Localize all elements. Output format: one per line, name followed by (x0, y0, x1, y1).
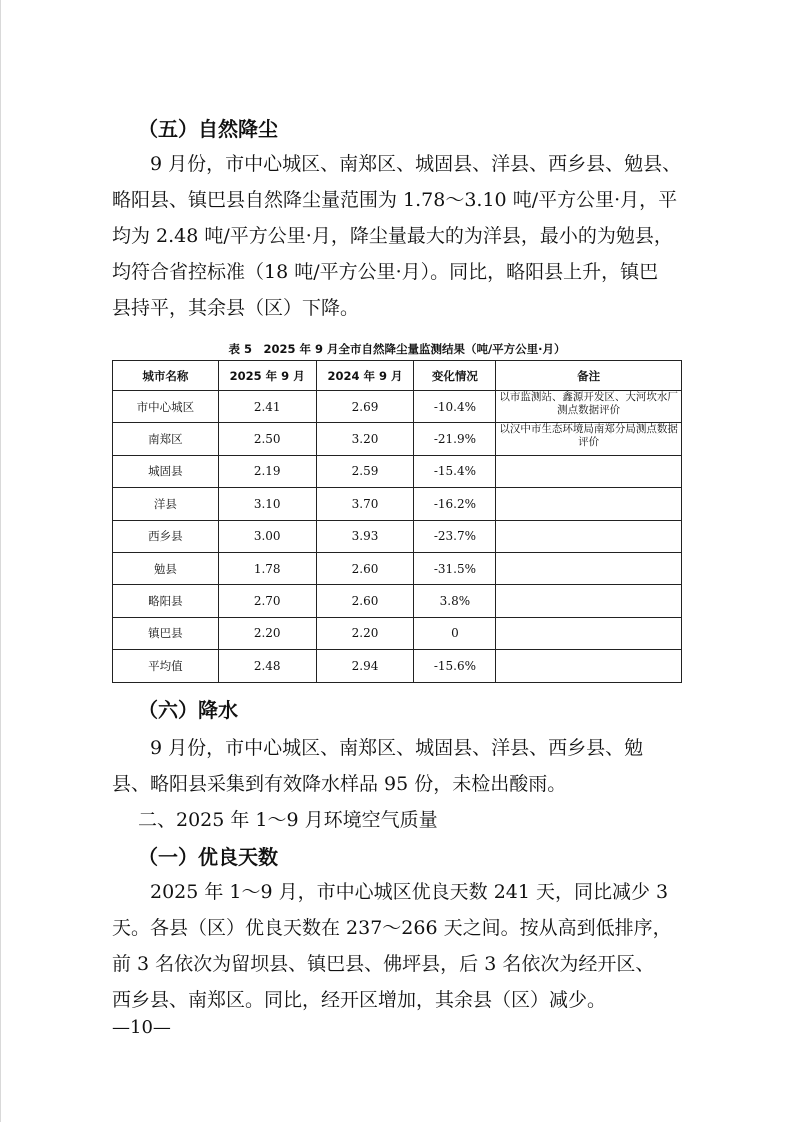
paragraph-line: 前 3 名依次为留坝县、镇巴县、佛坪县，后 3 名依次为经开区、 (112, 953, 655, 975)
cell-2025: 2.70 (218, 585, 316, 617)
paragraph-line: 县、略阳县采集到有效降水样品 95 份，未检出酸雨。 (112, 773, 567, 795)
header-note: 备注 (496, 361, 682, 391)
cell-note (496, 617, 682, 649)
table-row (113, 520, 682, 552)
table-header-row (113, 361, 682, 391)
cell-2025: 1.78 (218, 552, 316, 584)
table-row (113, 552, 682, 584)
table-row (113, 391, 682, 423)
cell-2024: 2.60 (316, 552, 414, 584)
table-row (113, 423, 682, 455)
section-heading-good-days: （一）优良天数 (138, 845, 278, 869)
part-heading-air-quality (138, 802, 698, 838)
paragraph-precipitation (150, 730, 710, 766)
cell-change: -15.6% (414, 650, 496, 682)
cell-note (496, 488, 682, 520)
table-caption: 表 5 2025 年 9 月全市自然降尘量监测结果（吨/平方公里·月） (228, 342, 566, 356)
cell-2024: 3.70 (316, 488, 414, 520)
cell-change: 3.8% (414, 585, 496, 617)
paragraph-dust-cont (112, 182, 702, 326)
part-heading-text: 二、2025 年 1～9 月环境空气质量 (138, 809, 438, 831)
dustfall-table (112, 360, 682, 683)
cell-2025: 2.41 (218, 391, 316, 423)
cell-note (496, 650, 682, 682)
cell-city: 城固县 (113, 455, 219, 487)
cell-change: -21.9% (414, 423, 496, 455)
section-heading-dust: （五）自然降尘 (138, 117, 278, 141)
cell-city: 略阳县 (113, 585, 219, 617)
cell-city: 洋县 (113, 488, 219, 520)
header-change: 变化情况 (414, 361, 496, 391)
cell-note (496, 520, 682, 552)
page-number: —10— (112, 1017, 171, 1038)
cell-city: 西乡县 (113, 520, 219, 552)
cell-2025: 2.48 (218, 650, 316, 682)
cell-2025: 3.00 (218, 520, 316, 552)
cell-change: 0 (414, 617, 496, 649)
paragraph-good-days (150, 874, 710, 910)
table-row (113, 650, 682, 682)
cell-2025: 2.19 (218, 455, 316, 487)
header-city: 城市名称 (113, 361, 219, 391)
cell-city: 南郑区 (113, 423, 219, 455)
cell-change: -16.2% (414, 488, 496, 520)
cell-2024: 3.93 (316, 520, 414, 552)
cell-note: 以汉中市生态环境局南郑分局测点数据评价 (496, 423, 682, 455)
cell-2024: 2.60 (316, 585, 414, 617)
cell-note: 以市监测站、鑫源开发区、大河坎水厂测点数据评价 (496, 391, 682, 423)
section-heading-precipitation: （六）降水 (138, 698, 238, 722)
paragraph-line: 9 月份，市中心城区、南郑区、城固县、洋县、西乡县、勉 (150, 737, 644, 759)
cell-city: 镇巴县 (113, 617, 219, 649)
cell-city: 市中心城区 (113, 391, 219, 423)
cell-change: -15.4% (414, 455, 496, 487)
paragraph-line: 9 月份，市中心城区、南郑区、城固县、洋县、西乡县、勉县、 (150, 153, 682, 175)
cell-city: 勉县 (113, 552, 219, 584)
paragraph-precipitation-cont (112, 766, 702, 802)
paragraph-line: 县持平，其余县（区）下降。 (112, 297, 360, 319)
cell-2024: 2.59 (316, 455, 414, 487)
cell-change: -23.7% (414, 520, 496, 552)
table-row (113, 455, 682, 487)
cell-city: 平均值 (113, 650, 219, 682)
paragraph-line: 均为 2.48 吨/平方公里·月，降尘量最大的为洋县，最小的为勉县， (112, 225, 673, 247)
paragraph-line: 均符合省控标准（18 吨/平方公里·月）。同比，略阳县上升，镇巴 (112, 261, 659, 283)
cell-note (496, 455, 682, 487)
table-row (113, 585, 682, 617)
cell-2024: 2.94 (316, 650, 414, 682)
table-row (113, 488, 682, 520)
paragraph-line: 2025 年 1～9 月，市中心城区优良天数 241 天，同比减少 3 (150, 881, 669, 903)
cell-change: -31.5% (414, 552, 496, 584)
page-left-edge (0, 0, 1, 1122)
paragraph-line: 西乡县、南郑区。同比，经开区增加，其余县（区）减少。 (112, 989, 607, 1011)
cell-note (496, 585, 682, 617)
paragraph-line: 天。各县（区）优良天数在 237～266 天之间。按从高到低排序， (112, 917, 672, 939)
table-row (113, 617, 682, 649)
cell-2025: 3.10 (218, 488, 316, 520)
cell-change: -10.4% (414, 391, 496, 423)
cell-note (496, 552, 682, 584)
paragraph-dust (150, 146, 710, 182)
paragraph-good-days-cont (112, 910, 702, 1018)
cell-2025: 2.50 (218, 423, 316, 455)
cell-2024: 2.69 (316, 391, 414, 423)
header-2024: 2024 年 9 月 (316, 361, 414, 391)
cell-2024: 3.20 (316, 423, 414, 455)
paragraph-line: 略阳县、镇巴县自然降尘量范围为 1.78～3.10 吨/平方公里·月，平 (112, 189, 678, 211)
header-2025: 2025 年 9 月 (218, 361, 316, 391)
cell-2025: 2.20 (218, 617, 316, 649)
cell-2024: 2.20 (316, 617, 414, 649)
